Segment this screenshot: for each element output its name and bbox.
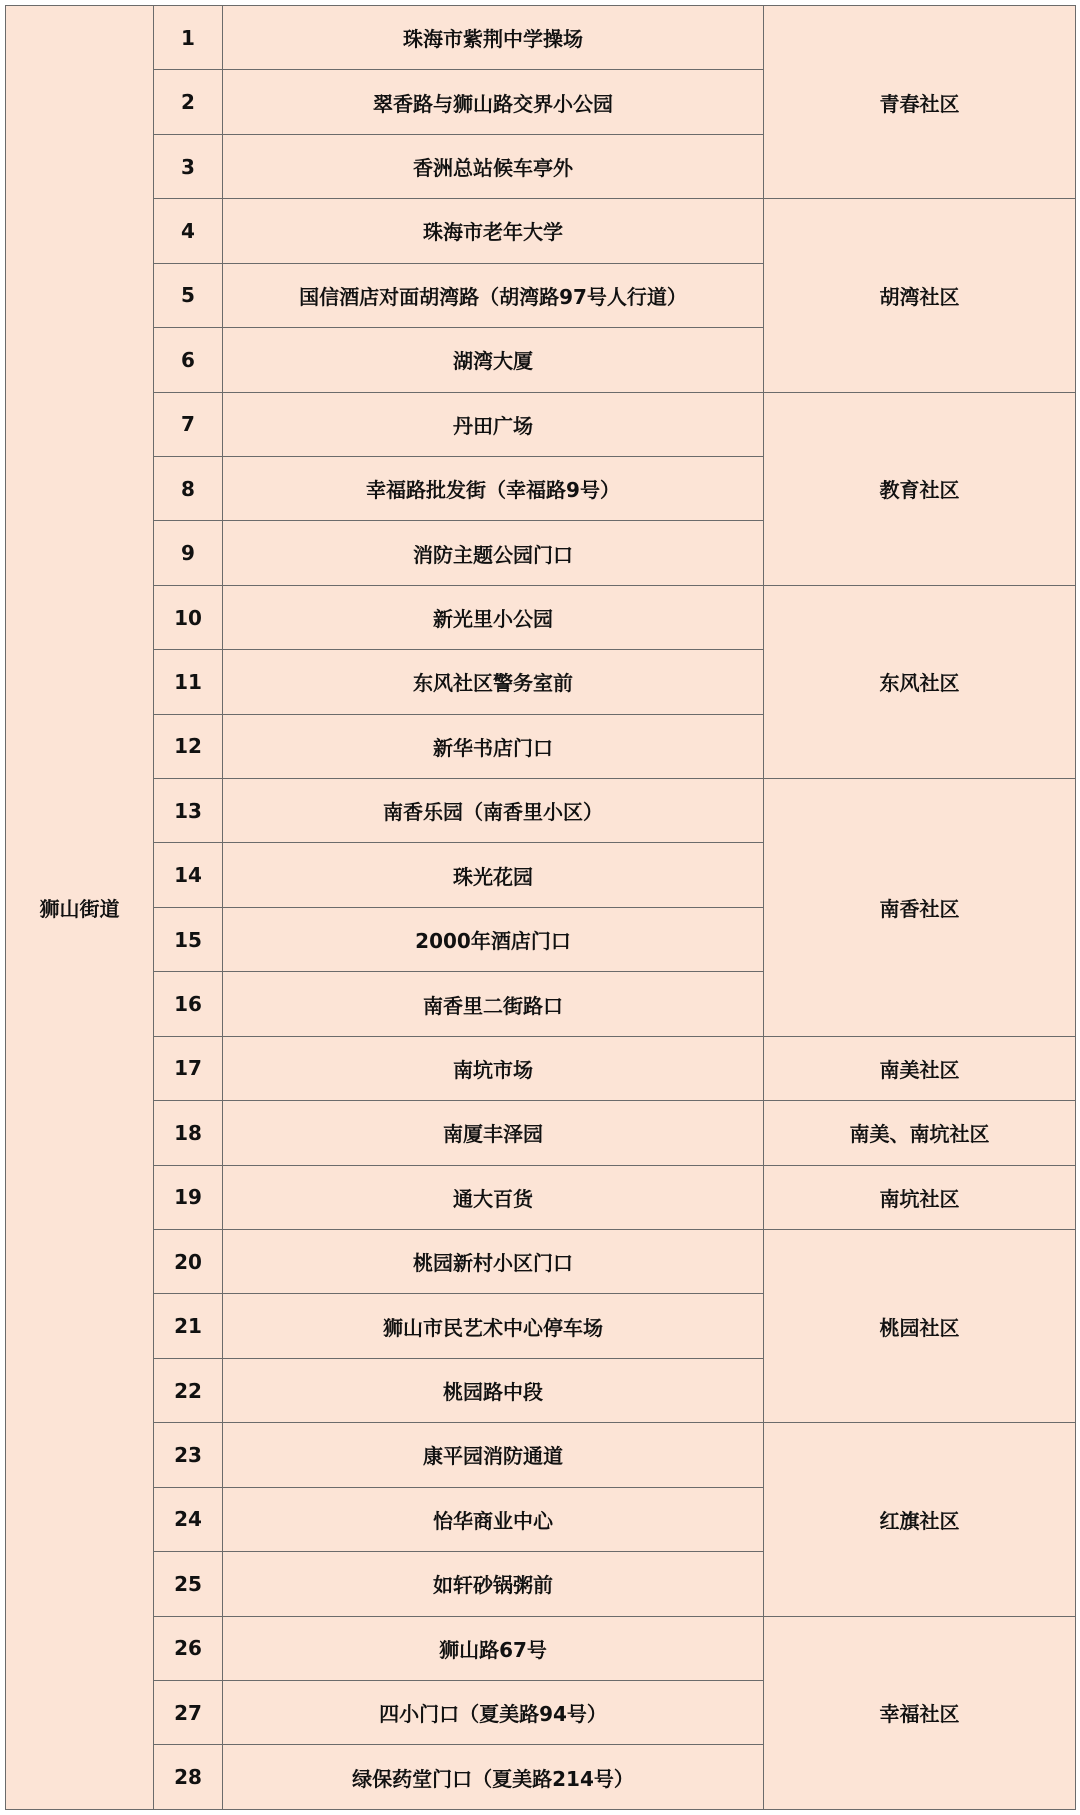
table-row [6,1036,1076,1100]
community-cell: 教育社区 [764,392,1076,585]
row-number-cell: 26 [154,1616,223,1680]
table-row [6,585,1076,649]
site-name-cell: 狮山路67号 [223,1616,764,1680]
row-number-cell: 14 [154,843,223,907]
row-number-cell: 10 [154,585,223,649]
row-number-cell: 25 [154,1552,223,1616]
site-name-cell: 消防主题公园门口 [223,521,764,585]
row-number-cell: 23 [154,1423,223,1487]
table-row [6,6,1076,70]
site-name-cell: 怡华商业中心 [223,1487,764,1551]
site-name-cell: 南香乐园（南香里小区） [223,779,764,843]
table-row [6,392,1076,456]
row-number-cell: 15 [154,907,223,971]
row-number-cell: 5 [154,263,223,327]
site-name-cell: 珠海市紫荆中学操场 [223,6,764,70]
row-number-cell: 18 [154,1101,223,1165]
row-number-cell: 19 [154,1165,223,1229]
site-name-cell: 南厦丰泽园 [223,1101,764,1165]
site-name-cell: 南坑市场 [223,1036,764,1100]
site-name-cell: 东风社区警务室前 [223,650,764,714]
row-number-cell: 22 [154,1358,223,1422]
table-row [6,1616,1076,1680]
community-cell: 胡湾社区 [764,199,1076,392]
community-cell: 幸福社区 [764,1616,1076,1809]
site-name-cell: 珠海市老年大学 [223,199,764,263]
site-name-cell: 丹田广场 [223,392,764,456]
table-row [6,1423,1076,1487]
site-name-cell: 翠香路与狮山路交界小公园 [223,70,764,134]
community-cell: 南美、南坑社区 [764,1101,1076,1165]
site-name-cell: 幸福路批发街（幸福路9号） [223,456,764,520]
community-cell: 东风社区 [764,585,1076,778]
community-cell: 桃园社区 [764,1230,1076,1423]
row-number-cell: 20 [154,1230,223,1294]
site-name-cell: 2000年酒店门口 [223,907,764,971]
site-name-cell: 通大百货 [223,1165,764,1229]
table-row [6,779,1076,843]
site-name-cell: 新光里小公园 [223,585,764,649]
site-name-cell: 桃园新村小区门口 [223,1230,764,1294]
community-cell: 南香社区 [764,779,1076,1037]
row-number-cell: 11 [154,650,223,714]
row-number-cell: 17 [154,1036,223,1100]
site-name-cell: 绿保药堂门口（夏美路214号） [223,1745,764,1810]
community-cell: 南坑社区 [764,1165,1076,1229]
row-number-cell: 24 [154,1487,223,1551]
row-number-cell: 1 [154,6,223,70]
table-body [6,6,1076,1810]
site-name-cell: 四小门口（夏美路94号） [223,1680,764,1744]
site-name-cell: 珠光花园 [223,843,764,907]
row-number-cell: 6 [154,328,223,392]
row-number-cell: 16 [154,972,223,1036]
street-name-cell: 狮山街道 [6,6,154,1810]
row-number-cell: 2 [154,70,223,134]
row-number-cell: 9 [154,521,223,585]
site-name-cell: 南香里二街路口 [223,972,764,1036]
table-row [6,1101,1076,1165]
row-number-cell: 4 [154,199,223,263]
site-name-cell: 香洲总站候车亭外 [223,134,764,198]
site-name-cell: 新华书店门口 [223,714,764,778]
site-name-cell: 狮山市民艺术中心停车场 [223,1294,764,1358]
site-name-cell: 桃园路中段 [223,1358,764,1422]
table-row [6,199,1076,263]
row-number-cell: 28 [154,1745,223,1810]
community-cell: 南美社区 [764,1036,1076,1100]
table-row [6,1230,1076,1294]
site-name-cell: 湖湾大厦 [223,328,764,392]
community-cell: 青春社区 [764,6,1076,199]
row-number-cell: 13 [154,779,223,843]
table-row [6,1165,1076,1229]
site-name-cell: 如轩砂锅粥前 [223,1552,764,1616]
community-cell: 红旗社区 [764,1423,1076,1616]
row-number-cell: 7 [154,392,223,456]
site-name-cell: 康平园消防通道 [223,1423,764,1487]
site-name-cell: 国信酒店对面胡湾路（胡湾路97号人行道） [223,263,764,327]
sites-table [5,5,1076,1810]
row-number-cell: 21 [154,1294,223,1358]
row-number-cell: 3 [154,134,223,198]
row-number-cell: 12 [154,714,223,778]
row-number-cell: 8 [154,456,223,520]
row-number-cell: 27 [154,1680,223,1744]
